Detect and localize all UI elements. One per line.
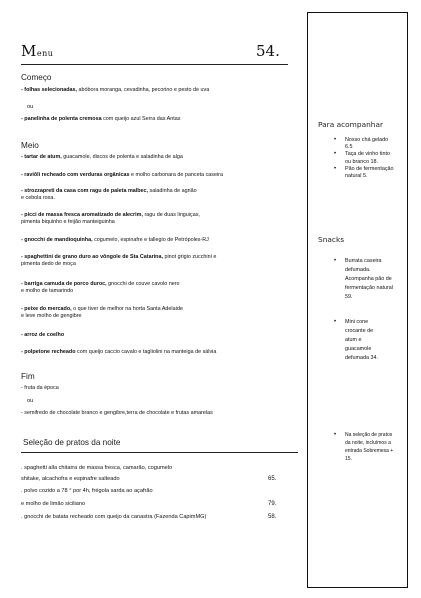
section-heading-selecao: Seleção de pratos da noite	[23, 438, 121, 447]
or-separator: ou	[27, 104, 34, 110]
menu-title: Menu	[21, 42, 54, 60]
night-dish-price: 79.	[268, 501, 277, 507]
menu-item: - panelinha de polenta cremosa com queijo azul Serra das Antas	[21, 116, 181, 122]
list-item: • Taça de vinho tinto ou branco 18.	[331, 151, 397, 165]
menu-item: - spaghettini de grano duro ao vôngole de Sta Catarina, pinot grigio zucchini e pimenta dedo de moça	[21, 254, 217, 268]
list-item: • Mini cone crocante de atum e guacamole defumada 34.	[331, 318, 395, 363]
menu-item: - strozzapreti da casa com ragu de paleta malbec, saladinha de agrião e cebola roxa.	[21, 188, 197, 202]
divider	[21, 452, 298, 453]
night-dish-price: 65.	[268, 476, 277, 482]
sidebar-heading-acompanhar: Para acompanhar	[318, 120, 384, 129]
menu-item: - folhas selecionadas, abóbora moranga, cevadinha, pecorino e pesto de uva	[21, 87, 210, 93]
menu-item: - picci de massa fresca aromatizado de alecrim, ragu de duas linguiças, pimenta biquinho e feijão manteiguinha	[21, 212, 200, 226]
menu-item: - peixe do mercado, o que tiver de melhor na horta Santa Adelaide e leve molho de gengibre	[21, 306, 183, 320]
section-heading-fim: Fim	[21, 372, 35, 381]
menu-item: - fruta da época	[21, 385, 59, 391]
snacks-list	[331, 257, 395, 363]
menu-item: - raviôli recheado com verduras orgânicas e molho carbonara de panceta caseira	[21, 172, 223, 178]
divider	[21, 64, 288, 65]
night-dish-line: . polvo cozido a 78 ° por 4h, frégola sarda ao açafrão	[21, 488, 153, 494]
list-item: • Na seleção de pratos da noite, incluímos a entrada Sobremesa + 15.	[331, 431, 395, 463]
sidebar-heading-snacks: Snacks	[318, 235, 345, 244]
night-dish-price: 58.	[268, 514, 277, 520]
menu-item: - barriga camuda de porco duroc, gnocchi de couve cavolo nero e molho de tamarindo	[21, 281, 180, 295]
menu-item: - polpetone recheado com queijo caccio cavalo e tagliolini na manteiga de sálvia	[21, 349, 217, 355]
drinks-list	[331, 137, 397, 180]
night-dish-line: . spaghetti alla chitarra de massa fresca, camarão, cogumelo	[21, 465, 173, 471]
menu-item: - gnocchi de mandioquinha, cogumelo, espinafre e tallegio de Petrópoles-RJ	[21, 237, 209, 243]
or-separator: ou	[27, 398, 34, 404]
note-list	[331, 431, 395, 463]
menu-item: - arroz de coelho	[21, 332, 65, 338]
menu-item: - semifredo de chocolate branco e gengibre,terra de chocolate e frutas amarelas	[21, 410, 213, 416]
night-dish-line: e molho de limão siciliano	[21, 501, 86, 507]
section-heading-meio: Meio	[21, 141, 39, 150]
menu-price: 54.	[256, 42, 280, 60]
menu-item: - tartar de atum, guacamole, discos de polenta e saladinha de alga	[21, 154, 183, 160]
section-heading-comeco: Começo	[21, 73, 52, 82]
night-dish-line: shitake, alcachofra e espinafre salteado	[21, 476, 120, 482]
night-dish-line: . gnocchi de batata recheado com queijo da canastra (Fazenda CapimMG)	[21, 514, 207, 520]
list-item: • Pão de fermentação natural 5.	[331, 166, 397, 180]
list-item: • Burrata caseira defumada. Acompanha pão de fermentação natural 59.	[331, 257, 395, 302]
list-item: • Nosso chá gelado 6.5	[331, 137, 397, 151]
